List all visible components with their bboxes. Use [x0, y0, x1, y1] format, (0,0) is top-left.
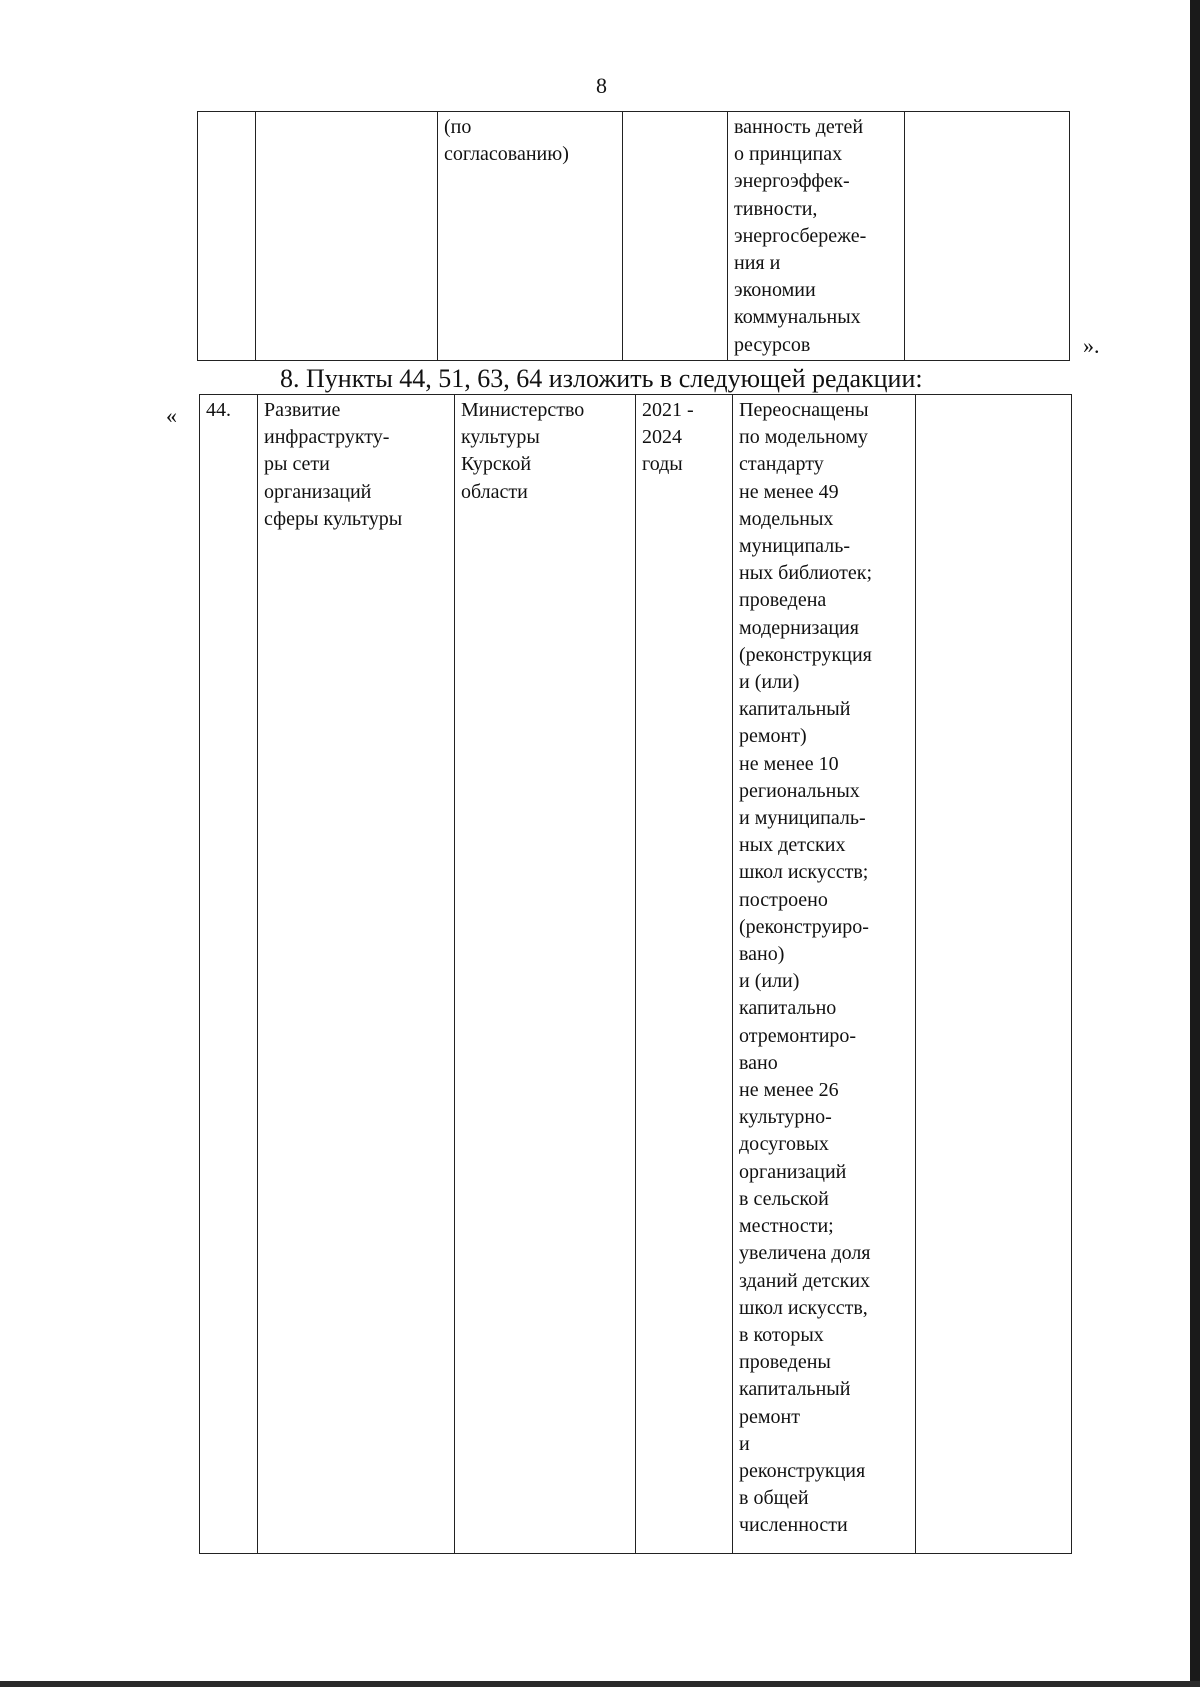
scan-edge-right: [1190, 0, 1200, 1687]
closing-quote: ».: [1083, 333, 1100, 358]
cell-number: [198, 112, 256, 361]
section-heading: 8. Пункты 44, 51, 63, 64 изложить в следующей редакции:: [280, 364, 923, 393]
continuation-table: [197, 111, 1070, 361]
item-number: 44.: [200, 395, 258, 1554]
cell-result: ванность детей о принципах энергоэффек- тивности, энергосбереже- ния и экономии коммунальных ресурсов: [728, 112, 905, 361]
cell-responsible: (по согласованию): [438, 112, 623, 361]
cell-last: [905, 112, 1070, 361]
item-last: [916, 395, 1072, 1554]
item-name: Развитие инфраструкту- ры сети организаций сферы культуры: [258, 395, 455, 1554]
item-period: 2021 - 2024 годы: [636, 395, 733, 1554]
table-row: [200, 395, 1072, 1554]
item-responsible: Министерство культуры Курской области: [455, 395, 636, 1554]
table-row: [198, 112, 1070, 361]
page-number: 8: [596, 73, 607, 98]
opening-quote: «: [166, 403, 177, 428]
scan-edge-bottom: [0, 1681, 1200, 1687]
amended-items-table: [199, 394, 1072, 1554]
cell-period: [623, 112, 728, 361]
item-result: Переоснащены по модельному стандарту не менее 49 модельных муниципаль- ных библиотек; проведена модернизация (реконструкция и (или) капитальный ремонт) не менее 10 региональных и муниципаль- ных детских школ искусств; построено (реконструиро- вано) и (или) капитально отремонтиро- вано не менее 26 культурно- досуговых организаций в сельской местности; увеличена доля зданий детских школ искусств, в которых проведены капитальный ремонт и реконструкция в общей численности: [733, 395, 916, 1554]
cell-name: [256, 112, 438, 361]
